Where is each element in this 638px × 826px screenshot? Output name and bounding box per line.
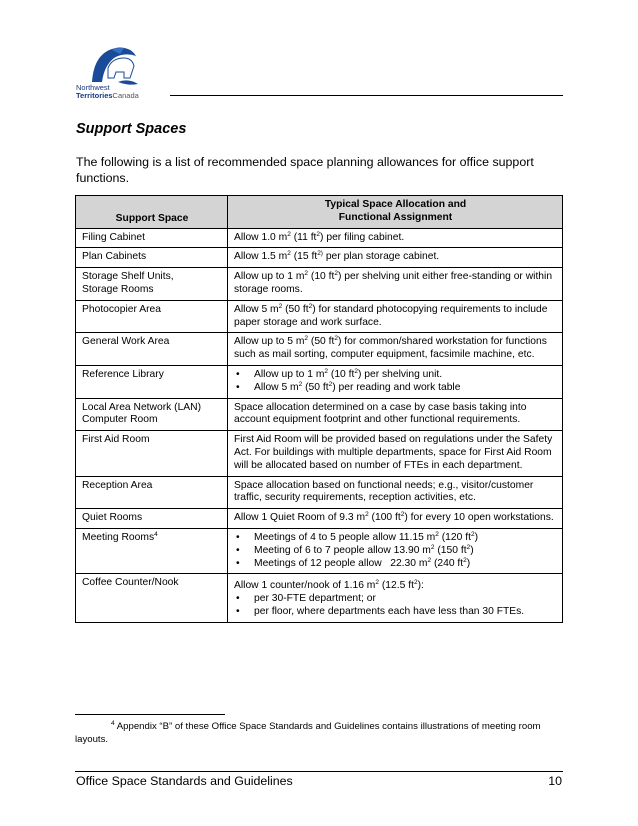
list-item: • Allow up to 1 $m^2$ (10 $ft^2$) per shelving unit. xyxy=(234,369,557,382)
row-allocation: Allow 1 Quiet Room of 9.3 $m^2$ (100 $ft^2$) for every 10 open workstations. xyxy=(228,509,563,529)
list-item: • Meetings of 12 people allow 22.30 $m^2$ (240 $ft^2$) xyxy=(234,558,557,571)
list-item: • Meeting of 6 to 7 people allow 13.90 $m^2$ (150 $ft^2$) xyxy=(234,545,557,558)
header-allocation: Typical Space Allocation and Functional Assignment xyxy=(228,196,563,229)
row-allocation: Space allocation determined on a case by case basis taking into account equipment footprint and other functional requirements. xyxy=(228,398,563,431)
table-row xyxy=(76,431,563,476)
list-item: • per floor, where departments each have less than 30 FTEs. xyxy=(234,606,557,619)
footnote xyxy=(75,720,563,746)
footnote-rule xyxy=(75,714,225,715)
table-row xyxy=(76,248,563,268)
table-row xyxy=(76,528,563,573)
footer-title: Office Space Standards and Guidelines xyxy=(76,774,293,788)
page-number: 10 xyxy=(548,774,562,788)
intro-paragraph: The following is a list of recommended space planning allowances for office support functions. xyxy=(76,155,534,185)
row-space: Meeting Rooms$^4$ xyxy=(76,528,228,573)
row-allocation: First Aid Room will be provided based on regulations under the Safety Act. For buildings with multiple departments, space for First Aid Room will be allocated based on number of FTEs in each department. xyxy=(228,431,563,476)
row-allocation: Allow 5 $m^2$ (50 $ft^2$) for standard photocopying requirements to include paper storage and work surface. xyxy=(228,300,563,333)
row-allocation: Allow 1.0 $m^2$ (11 $ft^2$) per filing cabinet. xyxy=(228,228,563,248)
table-row xyxy=(76,333,563,366)
row-space: Plan Cabinets xyxy=(76,248,228,268)
table-header-row xyxy=(76,196,563,229)
table-row xyxy=(76,398,563,431)
footer-rule xyxy=(75,771,563,772)
table-row xyxy=(76,574,563,622)
row-allocation: Allow 1 counter/nook of 1.16 $m^2$ (12.5 $ft^2$): • per 30-FTE department; or • per floor, where departments each have less than 30 FTEs. xyxy=(228,574,563,622)
row-allocation xyxy=(228,365,563,398)
row-space: Local Area Network (LAN) Computer Room xyxy=(76,398,228,431)
row-space: Storage Shelf Units, Storage Rooms xyxy=(76,268,228,301)
list-item: • Allow 5 $m^2$ (50 $ft^2$) per reading and work table xyxy=(234,382,557,395)
list-item: • Meetings of 4 to 5 people allow 11.15 $m^2$ (120 $ft^2$) xyxy=(234,532,557,545)
row-space: First Aid Room xyxy=(76,431,228,476)
row-space: Reference Library xyxy=(76,365,228,398)
row-space: Filing Cabinet xyxy=(76,228,228,248)
row-space: Reception Area xyxy=(76,476,228,509)
logo-line2b: Canada xyxy=(112,91,139,100)
logo-line2a: Territories xyxy=(76,91,113,100)
support-space-table xyxy=(75,195,563,623)
table-row xyxy=(76,476,563,509)
row-allocation: Space allocation based on functional needs; e.g., visitor/customer traffic, security requirements, reception activities, etc. xyxy=(228,476,563,509)
row-allocation: Allow up to 1 $m^2$ (10 $ft^2$) per shelving unit either free-standing or within storage rooms. xyxy=(228,268,563,301)
row-space: Photocopier Area xyxy=(76,300,228,333)
header-rule xyxy=(170,95,563,96)
row-space: General Work Area xyxy=(76,333,228,366)
table-row xyxy=(76,300,563,333)
table-row xyxy=(76,228,563,248)
logo-line1: Northwest xyxy=(76,83,110,92)
table-row xyxy=(76,268,563,301)
row-allocation xyxy=(228,528,563,573)
row-space: Coffee Counter/Nook xyxy=(76,574,228,622)
table-row xyxy=(76,365,563,398)
row-allocation: Allow 1.5 $m^2$ (15 $ft^{2)}$ per plan storage cabinet. xyxy=(228,248,563,268)
footnote-number: 4 xyxy=(111,720,115,727)
list-item: • per 30-FTE department; or xyxy=(234,593,557,606)
table-row xyxy=(76,509,563,529)
footnote-text: Appendix “B” of these Office Space Standards and Guidelines contains illustrations of meeting room layouts. xyxy=(75,721,541,745)
header-support-space: Support Space xyxy=(76,196,228,229)
section-title: Support Spaces xyxy=(76,121,187,137)
logo-text xyxy=(76,84,139,100)
row-allocation: Allow up to 5 $m^2$ (50 $ft^2$) for common/shared workstation for functions such as mail sorting, computer equipment, facsimile machine, etc. xyxy=(228,333,563,366)
row-space: Quiet Rooms xyxy=(76,509,228,529)
